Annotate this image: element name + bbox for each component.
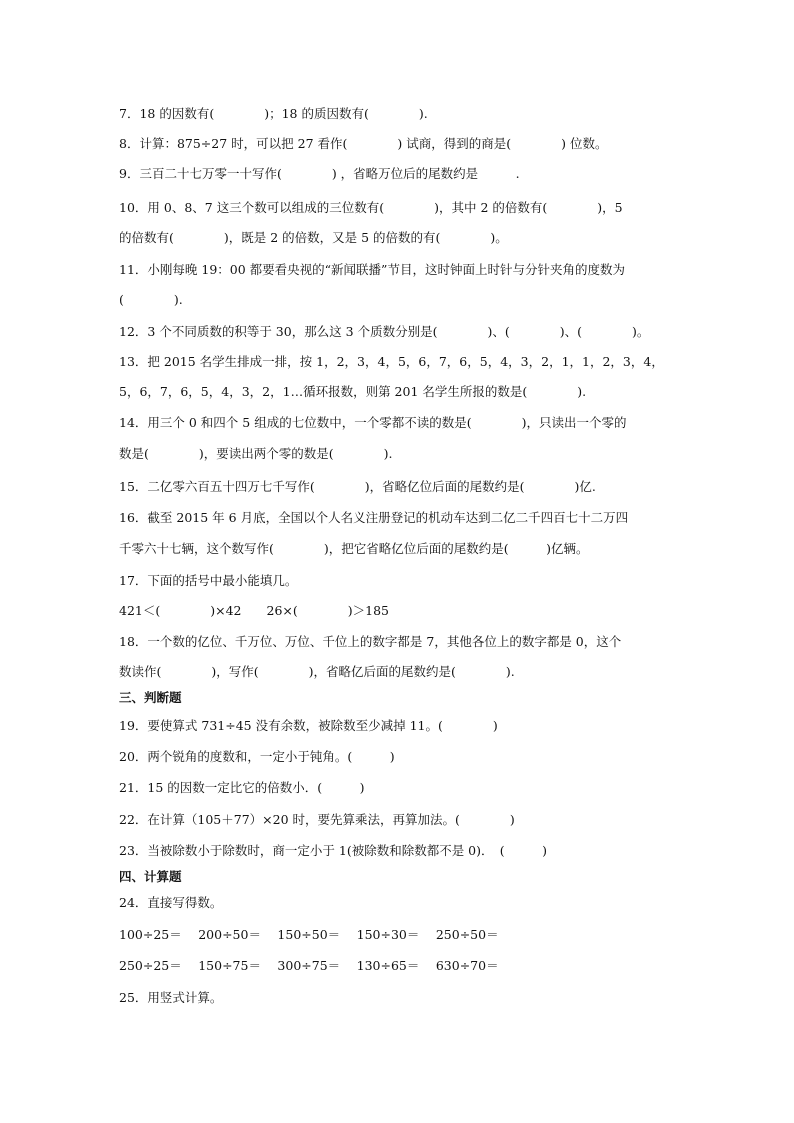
- question-24-row-1: 100÷25＝ 200÷50＝ 150÷50＝ 150÷30＝ 250÷50＝: [119, 927, 499, 942]
- question-18-line-1: 18．一个数的亿位、千万位、万位、千位上的数字都是 7，其他各位上的数字都是 0，这个: [119, 634, 622, 649]
- question-19: 19．要使算式 731÷45 没有余数，被除数至少减掉 11。( ): [119, 718, 498, 733]
- question-11-line-2: ( ).: [119, 292, 183, 307]
- question-21: 21．15 的因数一定比它的倍数小．( ): [119, 780, 365, 795]
- question-18-line-2: 数读作( )，写作( )，省略亿后面的尾数约是( ).: [119, 664, 515, 679]
- question-17: 17．下面的括号中最小能填几。: [119, 573, 298, 588]
- question-12: 12．3 个不同质数的积等于 30，那么这 3 个质数分别是( )、( )、( )。: [119, 324, 650, 339]
- question-16-line-1: 16．截至 2015 年 6 月底，全国以个人名义注册登记的机动车达到二亿二千四百七十二万四: [119, 510, 629, 525]
- question-8: 8．计算：875÷27 时，可以把 27 看作( ) 试商，得到的商是( ) 位数。: [119, 136, 608, 151]
- question-24-row-2: 250÷25＝ 150÷75＝ 300÷75＝ 130÷65＝ 630÷70＝: [119, 958, 499, 973]
- question-13-line-2: 5，6，7，6，5，4，3，2，1…循环报数，则第 201 名学生所报的数是( ).: [119, 384, 587, 399]
- question-17-items: 421＜( )×42 26×( )＞185: [119, 603, 389, 618]
- question-23: 23．当被除数小于除数时，商一定小于 1(被除数和除数都不是 0)． ( ): [119, 843, 548, 858]
- question-10-line-2: 的倍数有( )，既是 2 的倍数，又是 5 的倍数的有( )。: [119, 230, 508, 245]
- question-11-line-1: 11．小刚每晚 19：00 都要看央视的“新闻联播”节目，这时钟面上时针与分针夹角的度数为: [119, 262, 625, 277]
- question-13-line-1: 13．把 2015 名学生排成一排，按 1，2，3，4，5，6，7，6，5，4，3，2，1，1，2，3，4，: [119, 354, 664, 369]
- question-14-line-2: 数是( )，要读出两个零的数是( ).: [119, 446, 393, 461]
- question-22: 22．在计算（105＋77）×20 时，要先算乘法，再算加法。( ): [119, 812, 515, 827]
- section-heading-judgment: 三、判断题: [119, 690, 182, 705]
- question-16-line-2: 千零六十七辆，这个数写作( )，把它省略亿位后面的尾数约是( )亿辆。: [119, 541, 589, 556]
- question-9: 9．三百二十七万零一十写作( ) ，省略万位后的尾数约是 .: [119, 166, 520, 181]
- question-14-line-1: 14．用三个 0 和四个 5 组成的七位数中，一个零都不读的数是( )，只读出一个零的: [119, 415, 627, 430]
- question-20: 20．两个锐角的度数和，一定小于钝角。( ): [119, 749, 395, 764]
- question-15: 15．二亿零六百五十四万七千写作( )，省略亿位后面的尾数约是( )亿.: [119, 479, 596, 494]
- question-10-line-1: 10．用 0、8、7 这三个数可以组成的三位数有( )，其中 2 的倍数有( )，5: [119, 200, 623, 215]
- section-heading-calculation: 四、计算题: [119, 869, 182, 884]
- question-25: 25．用竖式计算。: [119, 990, 223, 1005]
- question-7: 7．18 的因数有( )；18 的质因数有( ).: [119, 106, 428, 121]
- question-24: 24．直接写得数。: [119, 895, 223, 910]
